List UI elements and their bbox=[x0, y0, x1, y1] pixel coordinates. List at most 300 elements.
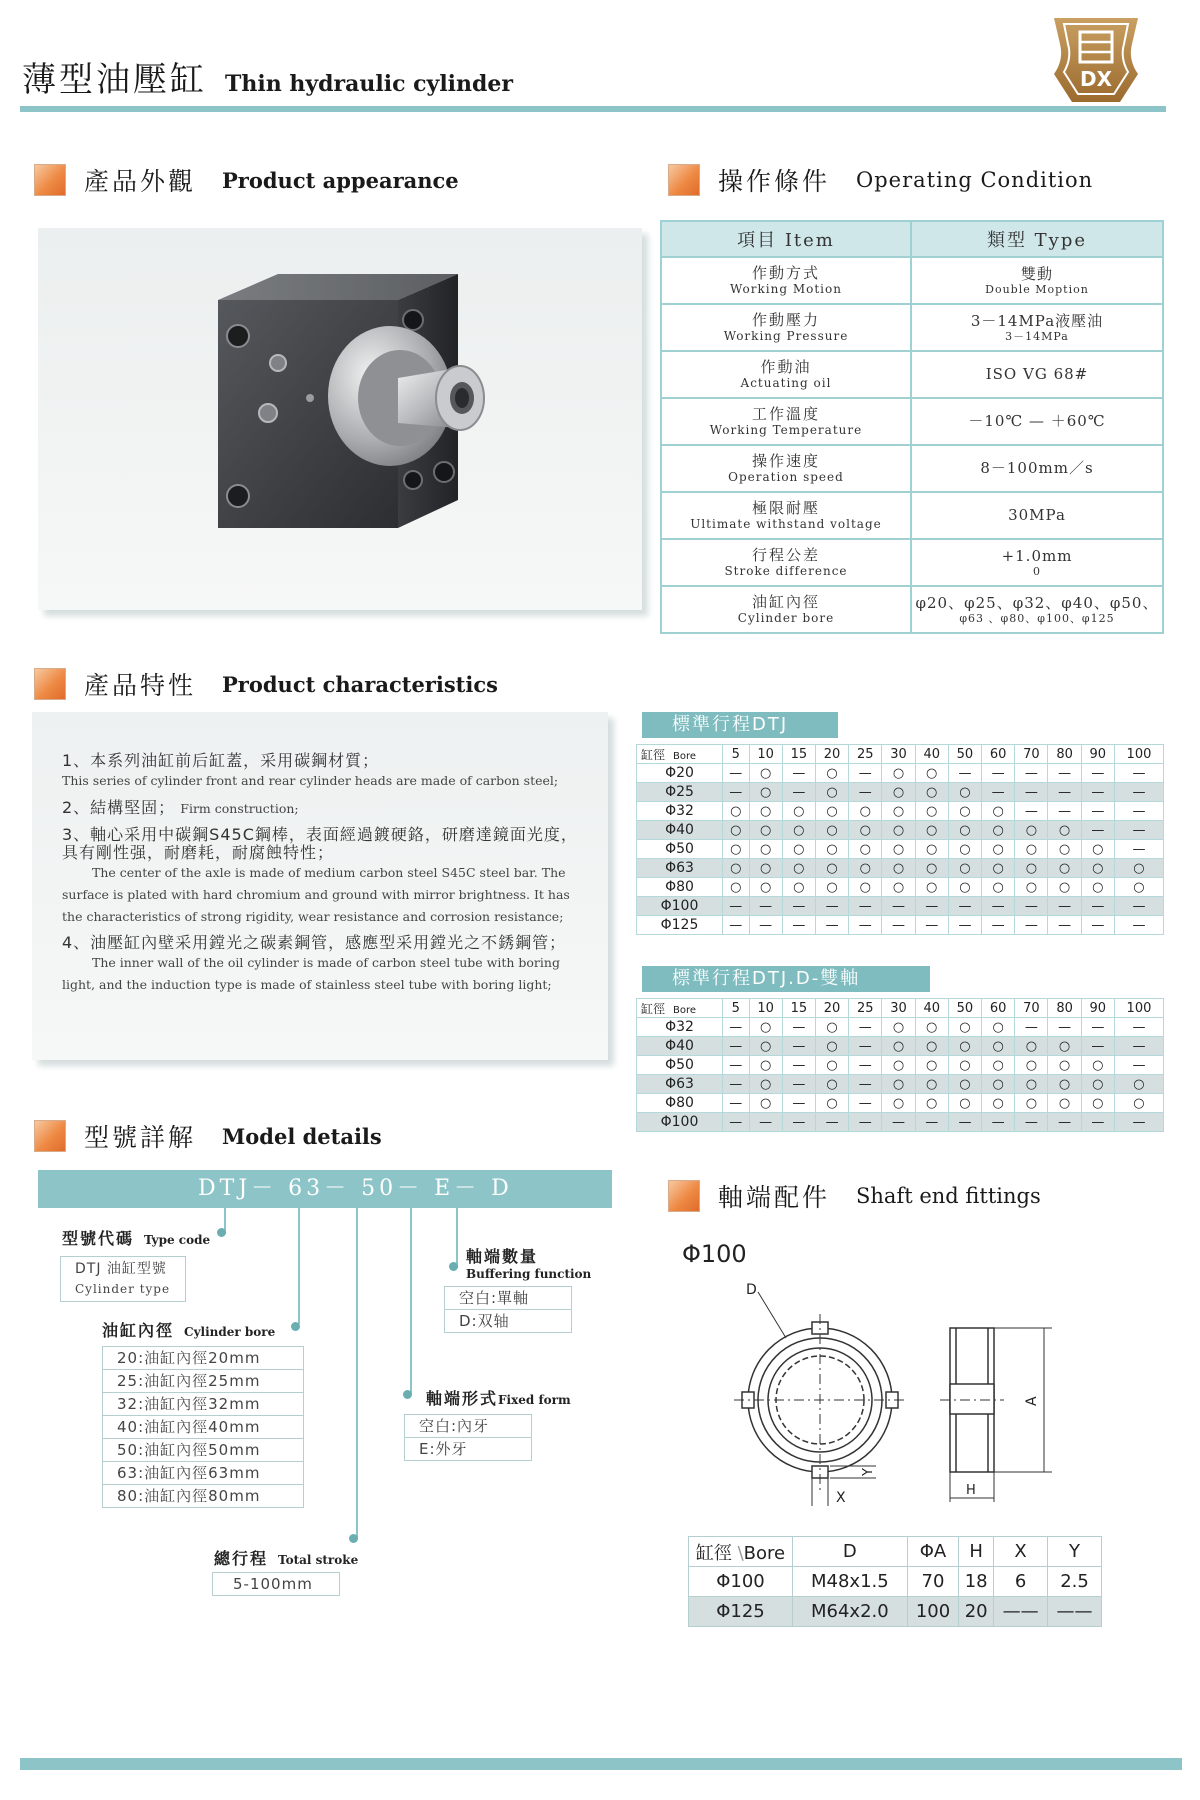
stroke-cell: ○ bbox=[1015, 1094, 1048, 1113]
stroke-cell: ○ bbox=[782, 821, 815, 840]
stroke-cell: ○ bbox=[749, 783, 782, 802]
section-characteristics bbox=[34, 664, 498, 704]
stroke-cell: ○ bbox=[815, 1018, 848, 1037]
stroke-cell: — bbox=[915, 916, 948, 935]
stroke-cell: ○ bbox=[1015, 1037, 1048, 1056]
stroke-label bbox=[214, 1546, 358, 1569]
stroke-zh: 總行程 bbox=[214, 1549, 269, 1568]
stroke-cell: — bbox=[1048, 916, 1081, 935]
stroke-en: Total stroke bbox=[278, 1553, 359, 1567]
stroke-cell: ○ bbox=[749, 821, 782, 840]
stroke-head: 10 bbox=[749, 999, 782, 1018]
stroke-cell: — bbox=[1081, 916, 1114, 935]
stroke-cell: ○ bbox=[948, 821, 981, 840]
op-type-cell bbox=[911, 398, 1163, 445]
stroke-cell: ○ bbox=[882, 802, 915, 821]
type-code-zh: 型號代碼 bbox=[62, 1229, 135, 1248]
stroke-cell: — bbox=[815, 916, 848, 935]
op-item-en: Cylinder bore bbox=[737, 611, 835, 625]
stroke-cell: ○ bbox=[749, 1075, 782, 1094]
stroke-cell: ○ bbox=[749, 1094, 782, 1113]
stroke-cell: ○ bbox=[915, 1056, 948, 1075]
stroke-cell: ○ bbox=[1081, 859, 1114, 878]
label-x: X bbox=[836, 1490, 846, 1506]
bore-options-box bbox=[102, 1346, 304, 1508]
stroke-cell: ○ bbox=[1048, 1075, 1081, 1094]
stroke-row bbox=[637, 1075, 1164, 1094]
stroke-cell: — bbox=[815, 897, 848, 916]
form-zh: 軸端形式 bbox=[426, 1389, 499, 1408]
stroke-cell: ○ bbox=[915, 1094, 948, 1113]
stroke-cell: ○ bbox=[849, 840, 882, 859]
model-code-bar: DTJ－ 63－ 50－ E－ D bbox=[38, 1170, 612, 1208]
stroke-cell: ○ bbox=[948, 1037, 981, 1056]
stroke-row bbox=[637, 916, 1164, 935]
stroke-cell: ○ bbox=[1048, 1056, 1081, 1075]
stroke-row bbox=[637, 840, 1164, 859]
shaft-dimension-table bbox=[688, 1536, 1102, 1627]
stroke-cell: ○ bbox=[749, 859, 782, 878]
op-item-en: Operation speed bbox=[728, 470, 844, 484]
bore-en: Cylinder bore bbox=[184, 1325, 276, 1339]
connector-dot bbox=[403, 1390, 412, 1399]
shaft-cell: 2.5 bbox=[1048, 1567, 1102, 1597]
stroke-cell: ○ bbox=[948, 1056, 981, 1075]
stroke-cell: ○ bbox=[948, 840, 981, 859]
stroke-cell: — bbox=[1114, 1037, 1163, 1056]
stroke-cell: ○ bbox=[982, 1056, 1015, 1075]
type-code-box bbox=[60, 1256, 186, 1302]
op-item-en: Working Pressure bbox=[723, 329, 849, 343]
stroke-bore: Φ50 bbox=[637, 1056, 723, 1075]
stroke-cell: — bbox=[815, 1113, 848, 1132]
stroke-cell: ○ bbox=[882, 859, 915, 878]
stroke-cell: ○ bbox=[1114, 1094, 1163, 1113]
stroke-cell: — bbox=[915, 897, 948, 916]
stroke-head: 5 bbox=[723, 745, 750, 764]
shaft-nut-drawing bbox=[700, 1280, 1080, 1510]
form-en: Fixed form bbox=[498, 1393, 571, 1407]
stroke-head: 15 bbox=[782, 745, 815, 764]
stroke-cell: ○ bbox=[749, 840, 782, 859]
orange-square-icon bbox=[34, 164, 66, 196]
op-type-value: －10℃ — ＋60℃ bbox=[968, 412, 1106, 430]
op-item-cell bbox=[661, 398, 911, 445]
stroke-row bbox=[637, 802, 1164, 821]
stroke-cell: — bbox=[782, 1037, 815, 1056]
stroke-value: 5-100mm bbox=[233, 1575, 313, 1593]
stroke-bore: Φ100 bbox=[637, 897, 723, 916]
stroke-head-bore-en: Bore bbox=[673, 750, 697, 762]
dtjd-stroke-title: 標準行程DTJ.D-雙軸 bbox=[642, 966, 930, 992]
op-head-type: 類型 Type bbox=[911, 221, 1163, 257]
op-type-cell bbox=[911, 445, 1163, 492]
stroke-row bbox=[637, 783, 1164, 802]
stroke-cell: ○ bbox=[915, 859, 948, 878]
stroke-cell: — bbox=[723, 897, 750, 916]
count-zh: 軸端數量 bbox=[466, 1247, 539, 1266]
stroke-cell: — bbox=[1081, 821, 1114, 840]
stroke-cell: — bbox=[1015, 1018, 1048, 1037]
stroke-row bbox=[637, 859, 1164, 878]
bore-option: 20:油缸內徑20mm bbox=[103, 1347, 303, 1370]
section-shaft-en: Shaft end fittings bbox=[856, 1184, 1041, 1208]
section-shaft-zh: 軸端配件 bbox=[718, 1183, 831, 1212]
stroke-cell: — bbox=[982, 1113, 1015, 1132]
stroke-head: 90 bbox=[1081, 745, 1114, 764]
product-photo bbox=[38, 228, 642, 610]
op-type-cell bbox=[911, 586, 1163, 633]
stroke-bore: Φ63 bbox=[637, 859, 723, 878]
stroke-row bbox=[637, 897, 1164, 916]
section-operating bbox=[668, 160, 1093, 200]
stroke-cell: ○ bbox=[815, 821, 848, 840]
page-title bbox=[22, 52, 513, 101]
char-4-en-line1: The inner wall of the oil cylinder is made of carbon steel tube with boring bbox=[92, 955, 560, 970]
op-row bbox=[661, 492, 1163, 539]
stroke-cell: ○ bbox=[723, 802, 750, 821]
shaft-head-a: ΦA bbox=[907, 1537, 959, 1567]
stroke-cell: ○ bbox=[1081, 878, 1114, 897]
stroke-cell: ○ bbox=[1114, 878, 1163, 897]
shaft-cell: M48x1.5 bbox=[793, 1567, 908, 1597]
char-3-zh: 3、軸心采用中碳鋼S45C鋼棒，表面經過鍍硬鉻，研磨達鏡面光度，具有剛性强，耐磨耗，耐腐蝕特性； bbox=[62, 825, 578, 862]
stroke-cell: ○ bbox=[982, 1094, 1015, 1113]
label-h: H bbox=[966, 1483, 976, 1498]
stroke-row bbox=[637, 1113, 1164, 1132]
stroke-cell: ○ bbox=[1048, 840, 1081, 859]
stroke-cell: — bbox=[849, 764, 882, 783]
stroke-cell: ○ bbox=[723, 859, 750, 878]
op-type-cell bbox=[911, 351, 1163, 398]
stroke-cell: ○ bbox=[1114, 1075, 1163, 1094]
stroke-cell: ○ bbox=[815, 1037, 848, 1056]
label-d: D bbox=[746, 1282, 757, 1298]
stroke-head: 25 bbox=[849, 999, 882, 1018]
connector-dot bbox=[349, 1534, 358, 1543]
stroke-head: 70 bbox=[1015, 745, 1048, 764]
stroke-cell: — bbox=[723, 1018, 750, 1037]
stroke-cell: — bbox=[749, 916, 782, 935]
shaft-cell: 18 bbox=[959, 1567, 994, 1597]
stroke-cell: — bbox=[1114, 802, 1163, 821]
stroke-cell: — bbox=[1048, 764, 1081, 783]
form-option: E:外牙 bbox=[419, 1440, 468, 1458]
stroke-head-bore-zh: 缸徑 bbox=[641, 1001, 666, 1016]
stroke-cell: ○ bbox=[915, 878, 948, 897]
stroke-head: 100 bbox=[1114, 745, 1163, 764]
stroke-cell: ○ bbox=[882, 1018, 915, 1037]
stroke-cell: — bbox=[982, 916, 1015, 935]
stroke-cell: — bbox=[948, 916, 981, 935]
stroke-cell: — bbox=[749, 897, 782, 916]
stroke-cell: — bbox=[915, 1113, 948, 1132]
op-item-zh: 極限耐壓 bbox=[751, 499, 820, 517]
stroke-cell: ○ bbox=[1015, 1075, 1048, 1094]
stroke-row bbox=[637, 764, 1164, 783]
stroke-cell: ○ bbox=[815, 859, 848, 878]
stroke-cell: — bbox=[948, 1113, 981, 1132]
stroke-cell: ○ bbox=[749, 1056, 782, 1075]
stroke-row bbox=[637, 1037, 1164, 1056]
stroke-cell: — bbox=[723, 764, 750, 783]
bore-option: 40:油缸內徑40mm bbox=[103, 1416, 303, 1439]
shaft-head-x: X bbox=[994, 1537, 1048, 1567]
stroke-cell: ○ bbox=[915, 764, 948, 783]
op-type-cell bbox=[911, 492, 1163, 539]
char-4-zh: 4、油壓缸內壁采用鏜光之碳素鋼管，感應型采用鏜光之不銹鋼管； bbox=[62, 933, 567, 952]
stroke-cell: — bbox=[948, 764, 981, 783]
op-type-sub: 3－14MPa bbox=[1005, 329, 1069, 343]
op-type-sub: 0 bbox=[1033, 564, 1041, 578]
stroke-head-bore-zh: 缸徑 bbox=[641, 747, 666, 762]
op-item-cell bbox=[661, 586, 911, 633]
op-row bbox=[661, 539, 1163, 586]
stroke-cell: ○ bbox=[915, 802, 948, 821]
stroke-cell: — bbox=[1114, 764, 1163, 783]
type-code-en: Type code bbox=[144, 1233, 211, 1247]
stroke-head: 20 bbox=[815, 745, 848, 764]
stroke-row bbox=[637, 878, 1164, 897]
op-item-en: Stroke difference bbox=[724, 564, 848, 578]
op-item-en: Working Temperature bbox=[709, 423, 863, 437]
op-item-zh: 油缸內徑 bbox=[751, 593, 820, 611]
section-model bbox=[34, 1116, 382, 1156]
shaft-head-y: Y bbox=[1048, 1537, 1102, 1567]
stroke-cell: ○ bbox=[882, 1056, 915, 1075]
op-item-en: Working Motion bbox=[730, 282, 842, 296]
footer-divider bbox=[20, 1758, 1182, 1770]
stroke-cell: ○ bbox=[1081, 840, 1114, 859]
stroke-cell: ○ bbox=[1048, 1037, 1081, 1056]
label-y: Y bbox=[861, 1468, 876, 1476]
char-1-zh: 1、本系列油缸前后缸蓋，采用碳鋼材質； bbox=[62, 751, 380, 770]
connector-dot bbox=[291, 1322, 300, 1331]
stroke-cell: — bbox=[782, 783, 815, 802]
stroke-cell: — bbox=[1048, 1113, 1081, 1132]
stroke-cell: — bbox=[948, 897, 981, 916]
form-options-box bbox=[404, 1414, 532, 1461]
stroke-row bbox=[637, 1056, 1164, 1075]
op-type-value: 8－100mm／s bbox=[980, 459, 1094, 477]
stroke-bore: Φ40 bbox=[637, 1037, 723, 1056]
stroke-head: 40 bbox=[915, 745, 948, 764]
connector-line bbox=[298, 1208, 300, 1324]
stroke-cell: ○ bbox=[815, 840, 848, 859]
connector-dot bbox=[217, 1228, 226, 1237]
stroke-cell: — bbox=[782, 764, 815, 783]
stroke-bore: Φ125 bbox=[637, 916, 723, 935]
stroke-bore: Φ80 bbox=[637, 878, 723, 897]
stroke-head: 50 bbox=[948, 999, 981, 1018]
stroke-head: 50 bbox=[948, 745, 981, 764]
stroke-cell: ○ bbox=[1015, 859, 1048, 878]
operating-condition-table bbox=[660, 220, 1164, 634]
stroke-cell: ○ bbox=[982, 878, 1015, 897]
shaft-phi-label: Φ100 bbox=[682, 1240, 747, 1268]
stroke-cell: ○ bbox=[1015, 821, 1048, 840]
label-a: A bbox=[1024, 1396, 1040, 1406]
op-type-value: φ20、φ25、φ32、φ40、φ50、 bbox=[915, 593, 1159, 612]
stroke-cell: ○ bbox=[749, 878, 782, 897]
bore-zh: 油缸內徑 bbox=[102, 1321, 175, 1340]
stroke-cell: ○ bbox=[815, 802, 848, 821]
stroke-cell: ○ bbox=[849, 821, 882, 840]
stroke-cell: ○ bbox=[982, 821, 1015, 840]
stroke-cell: — bbox=[1015, 1113, 1048, 1132]
stroke-cell: — bbox=[749, 1113, 782, 1132]
type-code-label bbox=[62, 1226, 210, 1249]
stroke-cell: — bbox=[782, 916, 815, 935]
stroke-cell: — bbox=[723, 916, 750, 935]
stroke-cell: — bbox=[882, 897, 915, 916]
bore-option: 25:油缸內徑25mm bbox=[103, 1370, 303, 1393]
stroke-head: 60 bbox=[982, 745, 1015, 764]
shaft-head-d: D bbox=[793, 1537, 908, 1567]
shaft-head-bore-zh: 缸徑 bbox=[695, 1542, 732, 1564]
stroke-head: 90 bbox=[1081, 999, 1114, 1018]
op-row bbox=[661, 586, 1163, 633]
stroke-cell: — bbox=[882, 916, 915, 935]
stroke-cell: — bbox=[782, 897, 815, 916]
stroke-cell: ○ bbox=[1081, 1094, 1114, 1113]
bore-option: 50:油缸內徑50mm bbox=[103, 1439, 303, 1462]
stroke-cell: — bbox=[849, 1094, 882, 1113]
stroke-cell: — bbox=[882, 1113, 915, 1132]
stroke-cell: — bbox=[1114, 1056, 1163, 1075]
form-option: 空白:內牙 bbox=[405, 1415, 531, 1438]
stroke-cell: — bbox=[723, 783, 750, 802]
stroke-row bbox=[637, 1094, 1164, 1113]
stroke-cell: — bbox=[782, 1094, 815, 1113]
stroke-cell: ○ bbox=[982, 1075, 1015, 1094]
op-item-cell bbox=[661, 351, 911, 398]
stroke-cell: ○ bbox=[882, 764, 915, 783]
dtj-stroke-table bbox=[636, 744, 1164, 935]
stroke-cell: ○ bbox=[915, 783, 948, 802]
count-en: Buffering function bbox=[466, 1267, 592, 1281]
op-row bbox=[661, 445, 1163, 492]
stroke-head: 5 bbox=[723, 999, 750, 1018]
page-title-en: Thin hydraulic cylinder bbox=[225, 71, 514, 97]
op-head-item: 項目 Item bbox=[661, 221, 911, 257]
op-item-zh: 操作速度 bbox=[751, 452, 820, 470]
stroke-cell: — bbox=[1015, 764, 1048, 783]
header-divider bbox=[20, 106, 1166, 112]
stroke-head: 10 bbox=[749, 745, 782, 764]
op-type-value: 3－14MPa液壓油 bbox=[970, 311, 1104, 330]
stroke-head: 80 bbox=[1048, 999, 1081, 1018]
stroke-cell: ○ bbox=[982, 802, 1015, 821]
stroke-cell: — bbox=[782, 1018, 815, 1037]
stroke-bore: Φ32 bbox=[637, 802, 723, 821]
op-item-zh: 行程公差 bbox=[751, 546, 820, 564]
stroke-cell: ○ bbox=[849, 878, 882, 897]
stroke-cell: ○ bbox=[882, 1075, 915, 1094]
stroke-bore: Φ50 bbox=[637, 840, 723, 859]
op-type-cell bbox=[911, 304, 1163, 351]
op-item-zh: 作動方式 bbox=[751, 264, 820, 282]
stroke-cell: ○ bbox=[815, 878, 848, 897]
char-4-en-line2: light, and the induction type is made of stainless steel tube with boring light; bbox=[62, 977, 552, 992]
stroke-cell: — bbox=[723, 1056, 750, 1075]
count-option: 空白:單軸 bbox=[445, 1287, 571, 1310]
op-row bbox=[661, 304, 1163, 351]
stroke-cell: ○ bbox=[1048, 821, 1081, 840]
stroke-bore: Φ80 bbox=[637, 1094, 723, 1113]
count-option: D:双轴 bbox=[459, 1312, 510, 1330]
stroke-head: 60 bbox=[982, 999, 1015, 1018]
char-2-en: Firm construction; bbox=[180, 801, 299, 816]
stroke-box bbox=[212, 1572, 340, 1596]
stroke-cell: ○ bbox=[948, 878, 981, 897]
stroke-cell: — bbox=[982, 783, 1015, 802]
type-code-value-en: Cylinder type bbox=[75, 1282, 171, 1296]
stroke-cell: ○ bbox=[915, 1018, 948, 1037]
op-type-sub: φ63 、φ80、φ100、φ125 bbox=[959, 611, 1115, 625]
char-3-en-line2: surface is plated with hard chromium and ground with mirror brightness. It has bbox=[62, 887, 570, 902]
dtj-stroke-title: 標準行程DTJ bbox=[642, 712, 838, 738]
stroke-cell: ○ bbox=[1048, 859, 1081, 878]
shaft-cell: 70 bbox=[907, 1567, 959, 1597]
stroke-cell: — bbox=[982, 897, 1015, 916]
stroke-cell: — bbox=[1114, 1018, 1163, 1037]
op-row bbox=[661, 257, 1163, 304]
stroke-bore: Φ25 bbox=[637, 783, 723, 802]
stroke-cell: ○ bbox=[1048, 878, 1081, 897]
stroke-cell: — bbox=[1081, 1018, 1114, 1037]
stroke-head: 20 bbox=[815, 999, 848, 1018]
stroke-cell: — bbox=[723, 1037, 750, 1056]
section-characteristics-zh: 產品特性 bbox=[84, 671, 197, 700]
orange-square-icon bbox=[34, 668, 66, 700]
section-model-zh: 型號詳解 bbox=[84, 1123, 197, 1152]
stroke-cell: ○ bbox=[948, 1018, 981, 1037]
connector-dot bbox=[449, 1262, 458, 1271]
stroke-cell: — bbox=[723, 1094, 750, 1113]
stroke-head: 30 bbox=[882, 999, 915, 1018]
shaft-cell: 100 bbox=[907, 1597, 959, 1627]
shaft-cell: M64x2.0 bbox=[793, 1597, 908, 1627]
stroke-head: 70 bbox=[1015, 999, 1048, 1018]
char-2-zh: 2、結構堅固； bbox=[62, 798, 176, 817]
op-item-zh: 工作溫度 bbox=[751, 405, 820, 423]
stroke-cell: — bbox=[723, 1113, 750, 1132]
stroke-cell: ○ bbox=[1114, 859, 1163, 878]
stroke-cell: — bbox=[782, 1075, 815, 1094]
stroke-cell: ○ bbox=[815, 1094, 848, 1113]
stroke-cell: — bbox=[849, 1018, 882, 1037]
stroke-cell: — bbox=[849, 1037, 882, 1056]
char-3-en-line1: The center of the axle is made of medium carbon steel S45C steel bar. The bbox=[92, 865, 566, 880]
connector-line bbox=[456, 1208, 458, 1268]
op-item-zh: 作動壓力 bbox=[751, 311, 820, 329]
stroke-head: 80 bbox=[1048, 745, 1081, 764]
stroke-row bbox=[637, 821, 1164, 840]
op-item-cell bbox=[661, 304, 911, 351]
shaft-cell: Φ125 bbox=[689, 1597, 793, 1627]
stroke-cell: ○ bbox=[723, 821, 750, 840]
stroke-cell: ○ bbox=[1081, 1075, 1114, 1094]
section-operating-zh: 操作條件 bbox=[718, 167, 831, 196]
stroke-bore: Φ32 bbox=[637, 1018, 723, 1037]
op-item-cell bbox=[661, 445, 911, 492]
stroke-cell: — bbox=[849, 916, 882, 935]
dx-logo bbox=[1050, 14, 1142, 106]
op-type-value: 雙動 bbox=[1020, 264, 1053, 283]
stroke-cell: — bbox=[1114, 1113, 1163, 1132]
stroke-cell: ○ bbox=[882, 821, 915, 840]
